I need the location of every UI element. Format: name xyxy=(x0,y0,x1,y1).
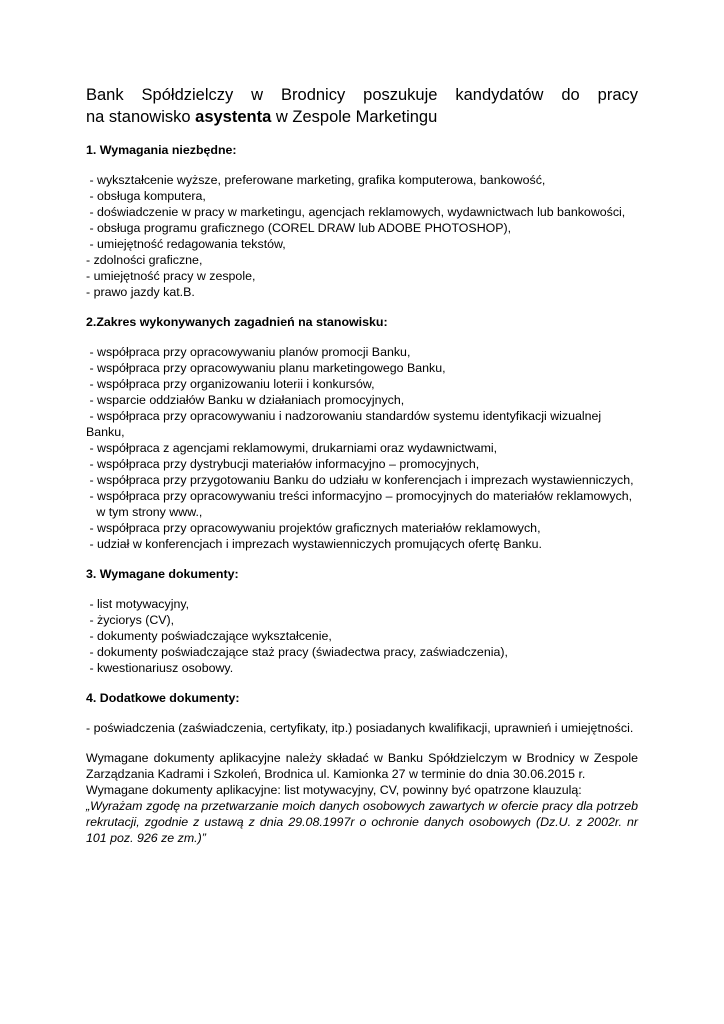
section-heading-additional-documents: 4. Dodatkowe dokumenty: xyxy=(86,691,240,705)
list-item: - obsługa programu graficznego (COREL DRAW lub ADOBE PHOTOSHOP), xyxy=(86,221,512,235)
section-additional-documents xyxy=(86,690,638,736)
legal-clause: „Wyrażam zgodę na przetwarzanie moich danych osobowych zawartych w ofercie pracy dla potrzeb rekrutacji, zgodnie z ustawą z dnia 29.08.1997r o ochronie danych osobowych (Dz.U. z 2002r. nr 101 poz. 926 ze zm.)” xyxy=(86,799,638,845)
list-item: - umiejętność pracy w zespole, xyxy=(86,269,256,283)
list-item: - współpraca przy opracowywaniu planu marketingowego Banku, xyxy=(86,361,446,375)
section-requirements xyxy=(86,142,638,300)
title-line-2-end: w Zespole Marketingu xyxy=(271,108,438,126)
section-required-documents xyxy=(86,566,638,676)
list-item: - kwestionariusz osobowy. xyxy=(86,661,234,675)
application-instructions: Wymagane dokumenty aplikacyjne należy składać w Banku Spółdzielczym w Brodnicy w Zespole Zarządzania Kadrami i Szkoleń, Brodnica ul. Kamionka 27 w terminie do dnia 30.06.2015 r. xyxy=(86,751,638,781)
title-position-name: asystenta xyxy=(195,108,272,126)
job-posting-title xyxy=(86,84,638,128)
list-item: - współpraca przy opracowywaniu planów promocji Banku, xyxy=(86,345,411,359)
section-duties xyxy=(86,314,638,552)
list-item: - współpraca przy opracowywaniu treści informacyjno – promocyjnych do materiałów reklamowych, xyxy=(86,489,633,503)
title-line-1: Bank Spółdzielczy w Brodnicy poszukuje kandydatów do pracy xyxy=(86,86,638,104)
list-item: - współpraca przy organizowaniu loterii i konkursów, xyxy=(86,377,375,391)
list-item: - zdolności graficzne, xyxy=(86,253,203,267)
list-item: - współpraca przy opracowywaniu i nadzorowaniu standardów systemu identyfikacji wizualnej Banku, xyxy=(86,409,605,439)
list-item: - współpraca z agencjami reklamowymi, drukarniami oraz wydawnictwami, xyxy=(86,441,498,455)
list-item: - współpraca przy dystrybucji materiałów informacyjno – promocyjnych, xyxy=(86,457,480,471)
title-line-2-start: na stanowisko xyxy=(86,108,196,126)
section-heading-duties: 2.Zakres wykonywanych zagadnień na stanowisku: xyxy=(86,315,388,329)
title-line-2 xyxy=(86,106,638,128)
list-item: - wsparcie oddziałów Banku w działaniach promocyjnych, xyxy=(86,393,405,407)
list-item: - życiorys (CV), xyxy=(86,613,175,627)
list-item: - list motywacyjny, xyxy=(86,597,190,611)
section-heading-required-documents: 3. Wymagane dokumenty: xyxy=(86,567,239,581)
list-item-continuation: w tym strony www., xyxy=(86,505,203,519)
list-item: - dokumenty poświadczające staż pracy (świadectwa pracy, zaświadczenia), xyxy=(86,645,508,659)
list-item: - poświadczenia (zaświadczenia, certyfikaty, itp.) posiadanych kwalifikacji, uprawnień i umiejętności. xyxy=(86,721,634,735)
list-item: - współpraca przy przygotowaniu Banku do udziału w konferencjach i imprezach wystawienniczych, xyxy=(86,473,634,487)
closing-block xyxy=(86,750,638,846)
section-heading-requirements: 1. Wymagania niezbędne: xyxy=(86,143,237,157)
list-item: - wykształcenie wyższe, preferowane marketing, grafika komputerowa, bankowość, xyxy=(86,173,546,187)
clause-intro: Wymagane dokumenty aplikacyjne: list motywacyjny, CV, powinny być opatrzone klauzulą: xyxy=(86,783,582,797)
list-item: - umiejętność redagowania tekstów, xyxy=(86,237,286,251)
list-item: - doświadczenie w pracy w marketingu, agencjach reklamowych, wydawnictwach lub bankowości, xyxy=(86,205,626,219)
list-item: - współpraca przy opracowywaniu projektów graficznych materiałów reklamowych, xyxy=(86,521,541,535)
list-item: - obsługa komputera, xyxy=(86,189,206,203)
list-item: - udział w konferencjach i imprezach wystawienniczych promujących ofertę Banku. xyxy=(86,537,542,551)
list-item: - dokumenty poświadczające wykształcenie, xyxy=(86,629,332,643)
list-item: - prawo jazdy kat.B. xyxy=(86,285,195,299)
